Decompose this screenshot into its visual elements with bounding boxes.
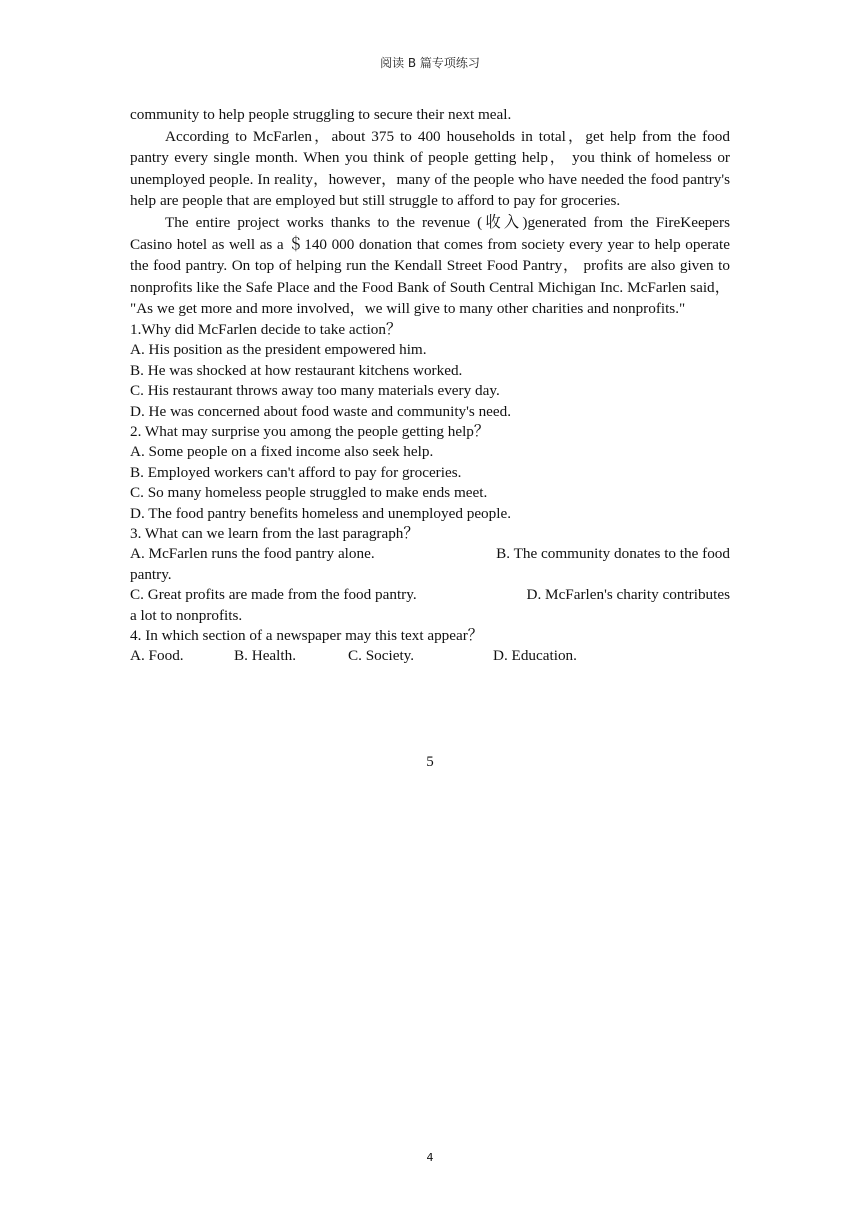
option-a: A. Food.	[130, 647, 184, 665]
option-d: D. The food pantry benefits homeless and unemployed people.	[130, 504, 511, 522]
passage-paragraph-2: According to McFarlen，about 375 to 400 households in total，get help from the food pantry every single month. When you think of people getting help， you think of homeless or unemployed people. In reality，however，many of the people who have needed the food pantry's help are people that are employed but still struggle to afford to pay for groceries.	[130, 127, 730, 210]
option-a: A. McFarlen runs the food pantry alone.	[130, 545, 375, 563]
option-a: A. Some people on a fixed income also seek help.	[130, 443, 434, 461]
question-3	[130, 524, 730, 626]
option-b: B. He was shocked at how restaurant kitchens worked.	[130, 361, 463, 379]
option-c: C. His restaurant throws away too many materials every day.	[130, 382, 500, 400]
document-body	[130, 104, 730, 667]
footer-page-number: 4	[426, 1151, 434, 1164]
option-b: B. Employed workers can't afford to pay for groceries.	[130, 463, 462, 481]
options-row	[130, 646, 730, 666]
options-row-ab	[130, 544, 730, 564]
option-d: D. Education.	[493, 647, 577, 665]
question-2	[130, 422, 730, 524]
question-4	[130, 626, 730, 667]
question-stem: 4. In which section of a newspaper may this text appear？	[130, 627, 483, 645]
option-c: C. So many homeless people struggled to make ends meet.	[130, 484, 488, 502]
option-b: B. Health.	[234, 647, 297, 665]
option-d-continued: a lot to nonprofits.	[130, 606, 243, 624]
option-d: D. McFarlen's charity contributes	[526, 586, 730, 604]
option-c: C. Great profits are made from the food pantry.	[130, 586, 417, 604]
passage-paragraph-3: The entire project works thanks to the revenue (收入)generated from the FireKeepers Casino hotel as well as a ＄140 000 donation that comes from society every year to help operate the food pantry. On top of helping run the Kendall Street Food Pantry， profits are also given to nonprofits like the Safe Place and the Food Bank of South Central Michigan Inc. McFarlen said， "As we get more and more involved，we will give to many other charities and nonprofits."	[130, 213, 730, 318]
question-1	[130, 320, 730, 422]
option-b: B. The community donates to the food	[496, 545, 730, 563]
option-b-continued: pantry.	[130, 565, 172, 583]
page-header: 阅读 B 篇专项练习	[380, 56, 480, 70]
options-row-cd	[130, 585, 730, 605]
option-a: A. His position as the president empowered him.	[130, 341, 427, 359]
question-stem: 2. What may surprise you among the people getting help？	[130, 422, 490, 440]
inner-page-number: 5	[426, 754, 434, 770]
option-d: D. He was concerned about food waste and community's need.	[130, 402, 512, 420]
question-stem: 3. What can we learn from the last paragraph？	[130, 525, 419, 542]
passage-paragraph-1: community to help people struggling to secure their next meal.	[130, 106, 512, 123]
option-c: C. Society.	[348, 647, 415, 665]
question-stem: 1.Why did McFarlen decide to take action？	[130, 320, 402, 338]
